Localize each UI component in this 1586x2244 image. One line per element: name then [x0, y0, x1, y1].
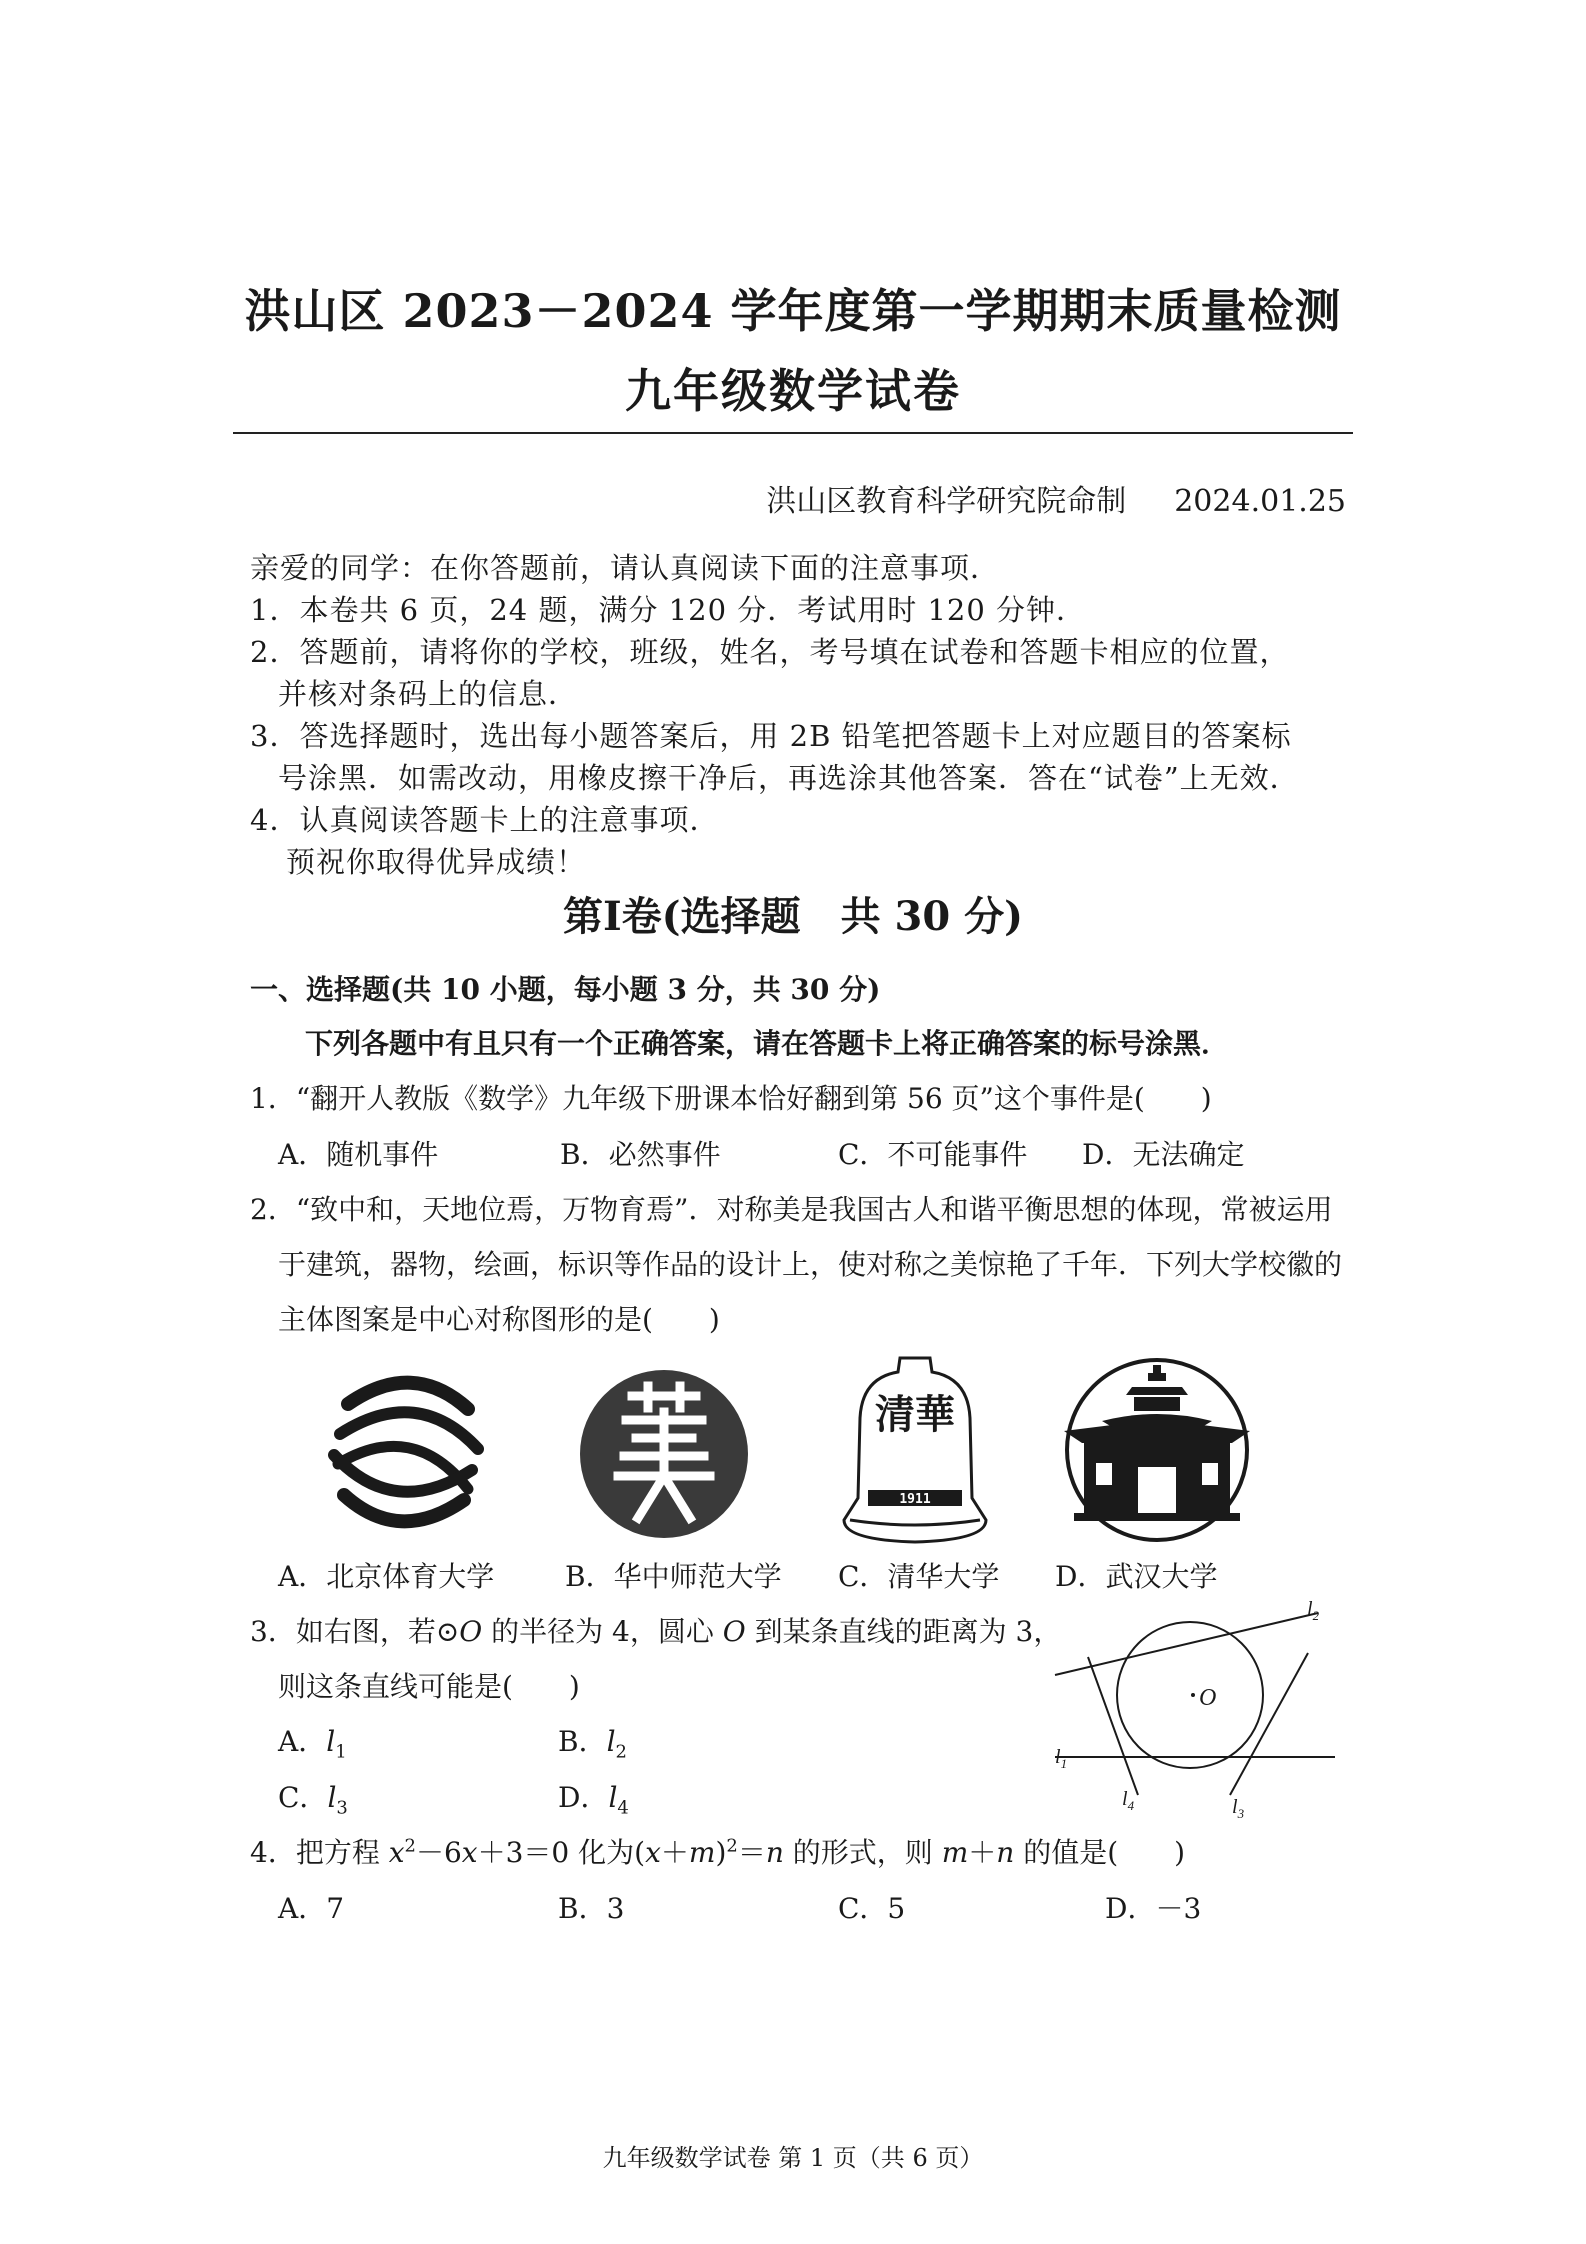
notice-item-1: 1．本卷共 6 页，24 题，满分 120 分．考试用时 120 分钟．	[250, 593, 1087, 627]
question-4-option-d: D．－3	[1105, 1892, 1202, 1925]
question-2-option-d: D．武汉大学	[1055, 1560, 1218, 1593]
question-4-option-b: B．3	[558, 1892, 625, 1925]
question-2-option-b: B．华中师范大学	[565, 1560, 782, 1593]
section-title: 第Ⅰ卷(选择题 共 30 分)	[562, 893, 1024, 940]
question-2-line-3: 主体图案是中心对称图形的是( )	[278, 1303, 720, 1336]
question-3-option-b: B．$l_2$	[558, 1725, 627, 1763]
issuer-line	[766, 476, 1346, 520]
part-heading: 一、选择题(共 10 小题，每小题 3 分，共 30 分)	[250, 973, 881, 1006]
issuer: 洪山区教育科学研究院命制	[766, 484, 1127, 519]
tsinghua-bell-logo	[840, 1348, 990, 1548]
page-footer: 九年级数学试卷 第 1 页（共 6 页）	[602, 2144, 984, 2172]
question-4-stem: 4．把方程 $x^2-6x+3=0$ 化为$(x+m)^2=n$ 的形式，则 m＋n 的值是( )	[250, 1835, 1186, 1869]
question-1-option-a: A．随机事件	[278, 1138, 439, 1171]
notice-item-4: 4．认真阅读答题卡上的注意事项．	[250, 803, 720, 837]
part-instruction: 下列各题中有且只有一个正确答案，请在答题卡上将正确答案的标号涂黑．	[305, 1027, 1230, 1060]
title-divider	[233, 432, 1353, 434]
question-4-option-a: A．7	[278, 1892, 345, 1925]
bsu-swirl-logo	[318, 1364, 494, 1540]
line-l1-label: $l_1$	[1055, 1746, 1068, 1771]
tsinghua-logo-year: 1911	[899, 1492, 931, 1507]
notice-item-3b: 号涂黑．如需改动，用橡皮擦干净后，再选涂其他答案．答在“试卷”上无效．	[278, 761, 1300, 795]
question-3-line-1: 3．如右图，若⊙O 的半径为 4，圆心 O 到某条直线的距离为 3，	[250, 1615, 1062, 1648]
exam-subtitle: 九年级数学试卷	[625, 364, 961, 418]
question-3-line-2: 则这条直线可能是( )	[278, 1670, 580, 1703]
line-l2-label: $l_2$	[1307, 1598, 1320, 1623]
notice-item-2b: 并核对条码上的信息．	[278, 677, 579, 711]
notice-item-2a: 2．答题前，请将你的学校，班级，姓名，考号填在试卷和答题卡相应的位置，	[250, 635, 1290, 669]
line-l4-label: $l_4$	[1122, 1788, 1135, 1813]
question-2-option-a: A．北京体育大学	[278, 1560, 495, 1593]
notice-intro: 亲爱的同学：在你答题前，请认真阅读下面的注意事项．	[250, 551, 1001, 585]
question-2-line-2: 于建筑，器物，绘画，标识等作品的设计上，使对称之美惊艳了千年．下列大学校徽的	[278, 1248, 1343, 1281]
question-1-option-b: B．必然事件	[560, 1138, 721, 1171]
tsinghua-logo-chars: 清華	[875, 1391, 955, 1438]
question-2-line-1: 2．“致中和，天地位焉，万物育焉”．对称美是我国古人和谐平衡思想的体现，常被运用	[250, 1193, 1333, 1226]
question-3-option-a: A．$l_1$	[278, 1725, 347, 1763]
circle-lines-figure	[1050, 1595, 1350, 1830]
line-l3-label: $l_3$	[1232, 1796, 1245, 1821]
notice-item-3a: 3．答选择题时，选出每小题答案后，用 2B 铅笔把答题卡上对应题目的答案标	[250, 719, 1292, 753]
question-3-option-c: C．$l_3$	[278, 1781, 348, 1819]
question-4-option-c: C．5	[838, 1892, 906, 1925]
exam-title: 洪山区 2023－2024 学年度第一学期期末质量检测	[244, 284, 1342, 338]
notice-wish: 预祝你取得优异成绩！	[286, 845, 587, 879]
question-1-option-d: D．无法确定	[1082, 1138, 1245, 1171]
ccnu-circle-logo	[578, 1368, 750, 1540]
circle-center-label: O	[1199, 1685, 1217, 1711]
question-1-option-c: C．不可能事件	[838, 1138, 1028, 1171]
question-3-option-d: D．$l_4$	[558, 1781, 629, 1819]
exam-date: 2024.01.25	[1174, 484, 1346, 519]
question-1-stem: 1．“翻开人教版《数学》九年级下册课本恰好翻到第 56 页”这个事件是( )	[250, 1082, 1212, 1115]
whu-building-logo	[1062, 1355, 1252, 1545]
question-2-option-c: C．清华大学	[838, 1560, 1000, 1593]
